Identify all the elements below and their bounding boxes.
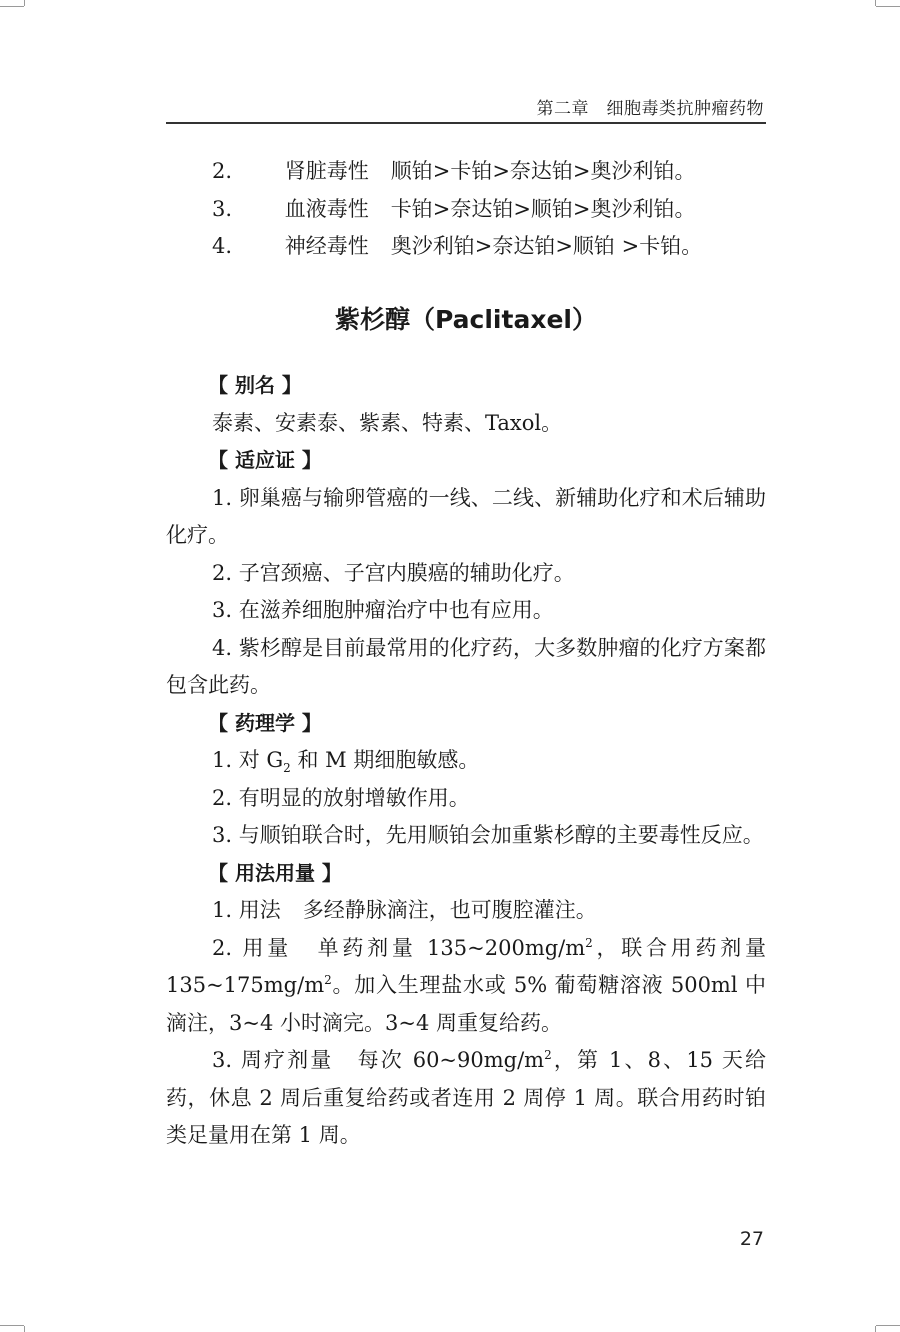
section-heading-pharmacology: 【 药理学 】	[208, 710, 322, 735]
crop-mark-top-left-v	[24, 0, 25, 6]
running-header: 第二章 细胞毒类抗肿瘤药物	[536, 99, 764, 119]
indication-item: 1. 卵巢癌与输卵管癌的一线、二线、新辅助化疗和术后辅助化疗。	[166, 485, 766, 547]
crop-mark-bottom-right-v	[875, 1326, 876, 1332]
section-heading-indications: 【 适应证 】	[208, 448, 322, 472]
indication-item: 4. 紫杉醇是目前最常用的化疗药，大多数肿瘤的化疗方案都包含此药。	[166, 635, 766, 697]
crop-mark-top-right-v	[875, 0, 876, 6]
page-number: 27	[739, 1228, 764, 1250]
crop-mark-bottom-left-v	[24, 1326, 25, 1332]
toxicity-label: 神经毒性	[284, 234, 369, 258]
page-body	[166, 153, 766, 1155]
toxicity-label: 血液毒性	[284, 196, 369, 221]
toxicity-label: 肾脏毒性	[284, 159, 369, 183]
crop-mark-bottom-right-h	[876, 1325, 900, 1326]
indication-item: 2. 子宫颈癌、子宫内膜癌的辅助化疗。	[212, 560, 575, 585]
crop-mark-top-left-h	[0, 6, 24, 7]
toxicity-item-neuro: 4. 神经毒性 奥沙利铂>奈达铂>顺铂 >卡铂。	[166, 228, 766, 266]
crop-mark-top-right-h	[876, 6, 900, 7]
alias-text: 泰素、安素泰、紫素、特素、Taxol。	[212, 410, 563, 435]
toxicity-item-hematologic: 3. 血液毒性 卡铂>奈达铂>顺铂>奥沙利铂。	[166, 191, 766, 229]
dosage-amount: 2. 用量 单药剂量 $135\sim 200mg/m^2$，联合用药剂量 $135\sim 175mg/m^2$。加入生理盐水或 5% 葡萄糖溶液 500ml 中滴注，3~4 小时滴完。3~4 周重复给药。	[166, 935, 767, 1035]
drug-title: 紫杉醇（Paclitaxel）	[335, 304, 597, 334]
crop-mark-bottom-left-h	[0, 1325, 24, 1326]
section-heading-dosage: 【 用法用量 】	[208, 860, 342, 885]
dosage-usage: 1. 用法 多经静脉滴注，也可腹腔灌注。	[212, 898, 597, 922]
dosage-weekly: 3. 周疗剂量 每次 $60\sim 90mg/m^2$，第 1、8、15 天给药，休息 2 周后重复给药或者连用 2 周停 1 周。联合用药时铂类足量用在第 1 周。	[166, 1048, 767, 1147]
pharmacology-item: 1. 对 $G_2$ 和 M 期细胞敏感。	[212, 748, 480, 776]
toxicity-item-renal: 2. 肾脏毒性 顺铂>卡铂>奈达铂>奥沙利铂。	[166, 153, 766, 191]
header-rule	[166, 122, 766, 124]
pharmacology-item: 3. 与顺铂联合时，先用顺铂会加重紫杉醇的主要毒性反应。	[212, 823, 764, 847]
indication-item: 3. 在滋养细胞肿瘤治疗中也有应用。	[212, 598, 554, 622]
section-heading-alias: 【 别名 】	[208, 373, 302, 397]
pharmacology-item: 2. 有明显的放射增敏作用。	[212, 785, 470, 810]
